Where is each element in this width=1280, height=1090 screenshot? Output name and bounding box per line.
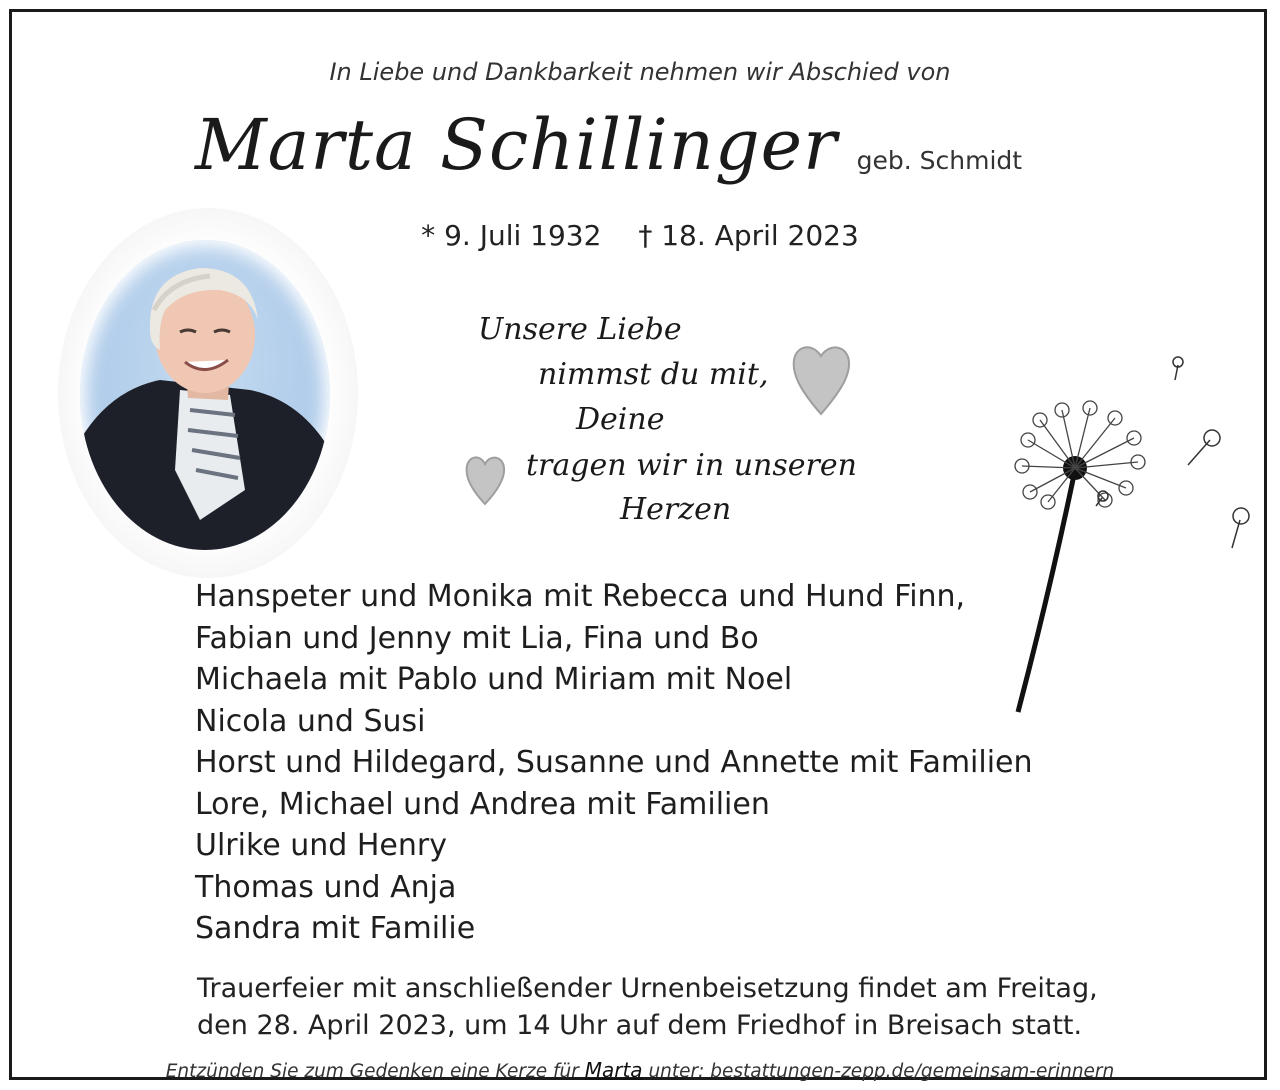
family-member-line: Thomas und Anja — [195, 869, 457, 905]
service-line-1: Trauerfeier mit anschließender Urnenbeisetzung findet am Freitag, — [197, 973, 1098, 1004]
poem-line-2: nimmst du mit, — [538, 357, 769, 392]
candle-footer — [0, 1058, 1280, 1082]
family-member-line: Fabian und Jenny mit Lia, Fina und Bo — [195, 620, 759, 656]
footer-name: Marta — [584, 1058, 643, 1082]
poem-line-4: tragen wir in unseren — [526, 448, 857, 483]
family-member-line: Lore, Michael und Andrea mit Familien — [195, 786, 770, 822]
name-row — [195, 104, 1095, 204]
family-member-line: Nicola und Susi — [195, 703, 426, 739]
family-member-line: Sandra mit Familie — [195, 911, 476, 946]
death-date: † 18. April 2023 — [638, 219, 859, 252]
footer-link[interactable]: unter: bestattungen-zepp.de/gemeinsam-erinnern — [648, 1061, 1115, 1082]
poem-line-1: Unsere Liebe — [478, 312, 682, 347]
family-member-line: Ulrike und Henry — [195, 828, 447, 863]
portrait-photo — [80, 240, 330, 550]
family-member-line: Hanspeter und Monika mit Rebecca und Hund Finn, — [195, 579, 966, 614]
deceased-name: Marta Schillinger — [195, 104, 838, 186]
intro-text: In Liebe und Dankbarkeit nehmen wir Abschied von — [329, 58, 951, 86]
poem-line-5: Herzen — [620, 492, 732, 527]
service-line-2: den 28. April 2023, um 14 Uhr auf dem Friedhof in Breisach statt. — [197, 1010, 1083, 1041]
birth-name: geb. Schmidt — [856, 146, 1023, 175]
poem-line-3: Deine — [576, 402, 665, 437]
family-member-line: Horst und Hildegard, Susanne und Annette mit Familien — [195, 745, 1033, 780]
family-list — [195, 576, 1095, 950]
footer-prefix: Entzünden Sie zum Gedenken eine Kerze für — [165, 1061, 579, 1082]
family-member-line: Michaela mit Pablo und Miriam mit Noel — [195, 662, 793, 697]
funeral-service-info — [197, 970, 1197, 1044]
heart-icon — [464, 452, 506, 506]
birth-date: * 9. Juli 1932 — [421, 219, 602, 252]
portrait-illustration — [80, 240, 330, 550]
